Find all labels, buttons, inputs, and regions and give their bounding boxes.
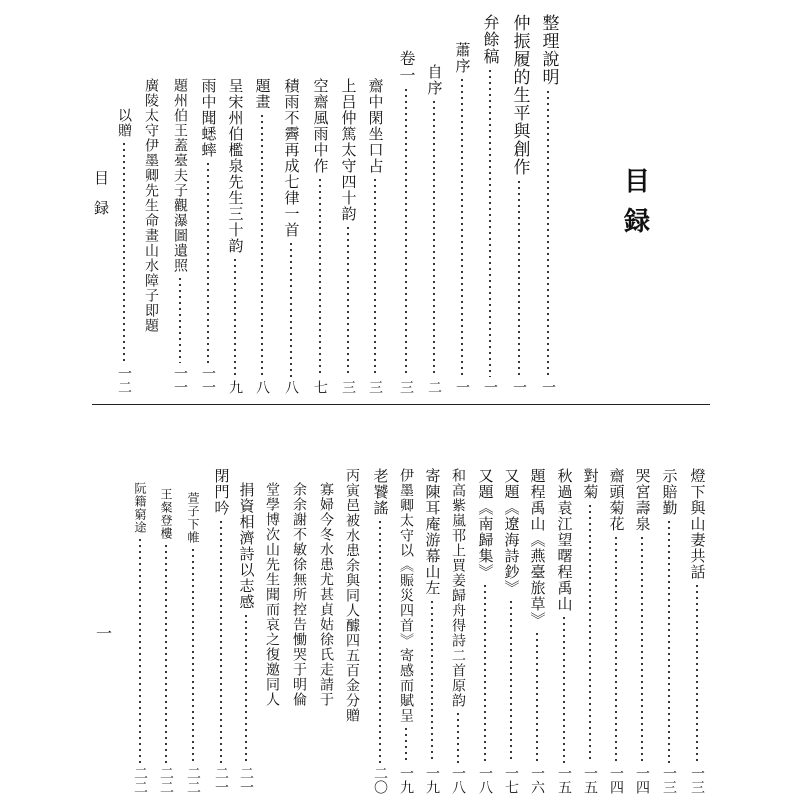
running-header: [94, 170, 109, 216]
toc-entry-title: 哭宮壽泉: [633, 468, 652, 532]
toc-entry-page: 二一: [213, 766, 229, 794]
toc-entry-title: 示賠勤: [660, 468, 679, 516]
toc-leader-dots: [484, 583, 486, 763]
toc-entry[interactable]: [538, 14, 558, 394]
toc-leader-dots: [319, 177, 321, 377]
toc-entry[interactable]: [170, 78, 190, 394]
toc-leader-dots: [405, 726, 407, 763]
toc-entry-title: 堂學博次山先生聞而哀之復邀同人: [264, 482, 280, 707]
toc-leader-dots: [374, 177, 376, 377]
toc-entry-title: 題程禹山《燕臺旅草》: [528, 468, 547, 628]
toc-entry[interactable]: [659, 468, 679, 794]
toc-entry-page: 二〇: [372, 766, 388, 794]
running-header-char-2: 録: [94, 199, 110, 218]
toc-entry[interactable]: [211, 468, 231, 794]
toc-entry-title: 自序: [425, 64, 444, 96]
toc-entry[interactable]: [338, 78, 358, 394]
toc-entry[interactable]: [422, 468, 442, 794]
toc-entry[interactable]: [527, 468, 547, 794]
toc-leader-dots: [518, 179, 520, 377]
toc-entry-page: 一八: [477, 766, 493, 794]
toc-entry[interactable]: [475, 468, 495, 794]
toc-leader-dots: [123, 141, 125, 363]
toc-entry-page: 一: [482, 380, 498, 394]
page-number-text: 一: [96, 624, 113, 643]
toc-entry-page: 一: [454, 380, 470, 394]
toc-leader-dots: [347, 225, 349, 377]
toc-entry-page: 一一: [172, 366, 188, 394]
toc-entry-page: 一: [511, 380, 527, 394]
toc-entry-page: 一四: [608, 766, 624, 794]
toc-entry-page: 九: [227, 380, 243, 394]
toc-entry-title: 廣陵太守伊墨卿先生命畫山水障子即題: [143, 78, 159, 333]
toc-entry-title: 捐資相濟詩以志感: [237, 482, 256, 610]
toc-entry[interactable]: [606, 468, 626, 794]
toc-entry-title: 伊墨卿太守以《賑災四首》寄感而賦呈: [398, 468, 414, 723]
toc-entry-title: 齋頭菊花: [607, 468, 626, 532]
toc-entry[interactable]: [114, 108, 134, 394]
toc-heading-char-1: 目: [624, 167, 651, 197]
toc-entry-title: 寄陳耳庵游幕山左: [423, 468, 442, 596]
toc-entry-page: 一三: [661, 766, 677, 794]
toc-entry-title: 弁餘稿: [481, 14, 500, 65]
toc-leader-dots: [536, 631, 538, 763]
toc-entry[interactable]: [396, 50, 416, 394]
toc-entry[interactable]: [365, 78, 385, 394]
toc-entry-title: 齋中閑坐口占: [366, 78, 385, 174]
toc-leader-dots: [290, 241, 292, 377]
toc-entry[interactable]: [310, 78, 330, 394]
toc-entry[interactable]: [480, 14, 500, 394]
toc-entry-page: 二二: [132, 766, 148, 794]
toc-entry[interactable]: [183, 492, 203, 794]
toc-entry-title: 老饕謠: [371, 468, 390, 516]
toc-entry-title: 萱子下帷: [186, 492, 200, 544]
toc-entry-title: 卷一: [397, 50, 416, 84]
toc-entry-page: 七: [312, 380, 328, 394]
toc-entry[interactable]: [262, 482, 282, 794]
toc-leader-dots: [207, 161, 209, 363]
bottom-page: [0, 400, 800, 800]
toc-entry-title: 空齋風雨中作: [311, 78, 330, 174]
toc-leader-dots: [589, 503, 591, 763]
toc-leader-dots: [461, 77, 463, 377]
toc-leader-dots: [696, 583, 698, 763]
toc-entry[interactable]: [580, 468, 600, 794]
toc-entry-page: 八: [254, 380, 270, 394]
toc-entry-title: 整理說明: [538, 14, 559, 86]
toc-leader-dots: [489, 68, 491, 377]
toc-entry[interactable]: [236, 482, 256, 794]
toc-entry-title: 仲振履的生平與創作: [509, 14, 530, 176]
toc-entry[interactable]: [501, 468, 521, 794]
toc-leader-dots: [179, 276, 181, 363]
toc-entry-page: 一三: [689, 766, 705, 794]
toc-entry[interactable]: [687, 468, 707, 794]
toc-entry-title: 丙寅邑被水患余與同人醵四五百金分贈: [344, 468, 360, 723]
toc-entry[interactable]: [289, 482, 309, 794]
toc-entry-page: 一九: [424, 766, 440, 794]
toc-entry-page: 二一: [238, 766, 254, 794]
toc-entry-title: 閉門吟: [212, 468, 231, 516]
toc-entry-title: 余余謝不敏徐無所控告慟哭于明倫: [291, 482, 307, 707]
toc-entry-title: 以贈: [116, 108, 132, 138]
toc-entry-title: 和高紫嵐邗上買姜歸舟得詩二首原韵: [450, 468, 466, 708]
toc-leader-dots: [433, 99, 435, 377]
page-number: [96, 625, 112, 642]
toc-entry[interactable]: [396, 468, 416, 794]
toc-entry[interactable]: [452, 42, 472, 394]
toc-leader-dots: [379, 519, 381, 763]
toc-entry-title: 王粲登樓: [159, 488, 173, 540]
toc-entry-page: 一七: [503, 766, 519, 794]
toc-entry-title: 題州伯王蓋臺夫子觀瀑圖遺照: [172, 78, 188, 273]
toc-entry-page: 一五: [556, 766, 572, 794]
toc-entry-page: 三: [340, 380, 356, 394]
toc-leader-dots: [234, 257, 236, 377]
toc-entry[interactable]: [281, 78, 301, 394]
toc-entry-title: 燈下與山妻共話: [688, 468, 707, 580]
toc-leader-dots: [261, 113, 263, 377]
toc-entry-page: 一一: [200, 366, 216, 394]
toc-entry[interactable]: [370, 468, 390, 794]
toc-leader-dots: [245, 613, 247, 763]
toc-entry[interactable]: [424, 64, 444, 394]
toc-entry-title: 上吕仲篤太守四十韵: [339, 78, 358, 222]
toc-entry-page: 一四: [634, 766, 650, 794]
toc-leader-dots: [547, 89, 549, 377]
toc-entry[interactable]: [342, 468, 362, 794]
toc-entry[interactable]: [632, 468, 652, 794]
running-header-char-1: 目: [94, 169, 110, 187]
toc-entry-title: 蕭序: [453, 42, 472, 74]
toc-entry-title: 呈宋州伯檻泉先生三十韵: [226, 78, 245, 254]
toc-entry-title: 對菊: [581, 468, 600, 500]
toc-entry[interactable]: [252, 78, 272, 394]
toc-entry-page: 二二: [185, 766, 201, 794]
toc-entry-page: 一五: [582, 766, 598, 794]
toc-entry-page: 二: [426, 380, 442, 394]
toc-entry-page: 一二: [116, 366, 132, 394]
toc-entry[interactable]: [198, 78, 218, 394]
toc-entry-title: 又題《遼海詩鈔》: [502, 468, 521, 596]
toc-entry-title: 寡婦今冬水患尤甚貞姑徐氏走請于: [318, 482, 334, 707]
toc-leader-dots: [405, 87, 407, 377]
toc-entry-page: 三: [398, 380, 414, 394]
toc-entry-page: 三: [367, 380, 383, 394]
toc-leader-dots: [615, 535, 617, 763]
toc-entry-title: 雨中聞蟋蟀: [199, 78, 218, 158]
toc-entry-title: 秋過袁江望曙程禹山: [555, 468, 574, 612]
toc-entry-title: 題畫: [253, 78, 272, 110]
toc-leader-dots: [220, 519, 222, 763]
toc-heading: [624, 168, 650, 236]
toc-entry-title: 積雨不霽再成七律一首: [282, 78, 301, 238]
toc-leader-dots: [641, 535, 643, 763]
toc-entry-page: 二二: [158, 766, 174, 794]
toc-leader-dots: [431, 599, 433, 763]
toc-entry[interactable]: [141, 78, 161, 394]
toc-heading-char-2: 録: [624, 207, 651, 238]
toc-entry-page: 八: [283, 380, 299, 394]
toc-entry[interactable]: [316, 482, 336, 794]
toc-entry[interactable]: [130, 482, 150, 794]
toc-leader-dots: [457, 711, 459, 763]
toc-leader-dots: [668, 519, 670, 763]
toc-entry-title: 阮籍窮途: [133, 482, 147, 534]
toc-entry-page: 一九: [398, 766, 414, 794]
toc-entry-page: 一六: [529, 766, 545, 794]
toc-leader-dots: [563, 615, 565, 763]
toc-leader-dots: [165, 543, 167, 763]
toc-leader-dots: [192, 547, 194, 763]
toc-entry[interactable]: [225, 78, 245, 394]
toc-leader-dots: [139, 537, 141, 763]
toc-entry[interactable]: [156, 488, 176, 794]
toc-entry[interactable]: [509, 14, 529, 394]
toc-entry[interactable]: [448, 468, 468, 794]
toc-entry[interactable]: [554, 468, 574, 794]
toc-entry-page: 一八: [450, 766, 466, 794]
toc-entry-title: 又題《南歸集》: [476, 468, 495, 580]
toc-entry-page: 一: [540, 380, 556, 394]
toc-leader-dots: [510, 599, 512, 763]
